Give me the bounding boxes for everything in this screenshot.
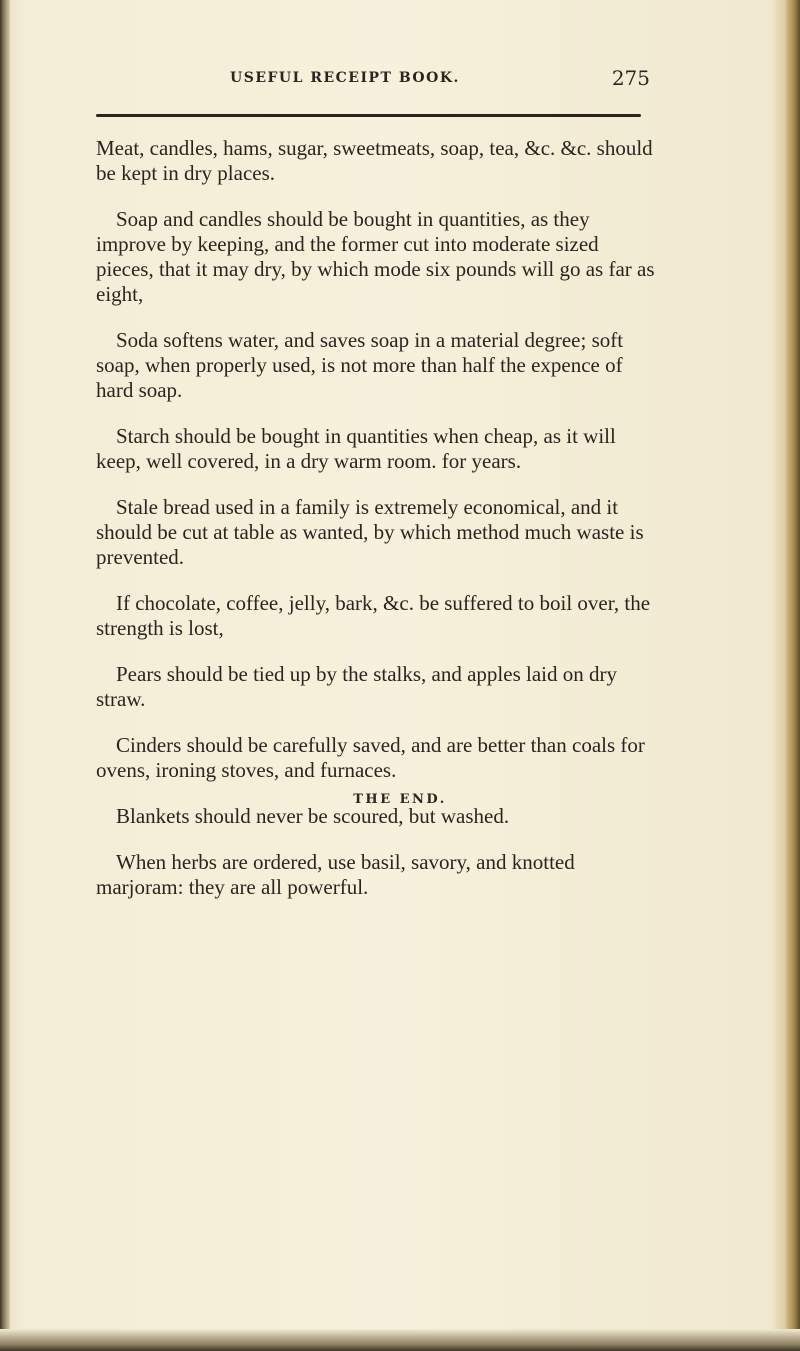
bottom-page-edge [0, 1329, 800, 1351]
running-head: USEFUL RECEIPT BOOK. [230, 70, 460, 86]
paragraph: Soda softens water, and saves soap in a material degree; soft soap, when properly used, is not more than half the expence of hard soap. [96, 328, 624, 402]
paragraph: Pears should be tied up by the stalks, and apples laid on dry straw. [96, 662, 617, 711]
paragraph: Starch should be bought in quantities when cheap, as it will keep, well covered, in a dry warm room. for years. [96, 424, 616, 473]
paragraph: When herbs are ordered, use basil, savory, and knotted marjoram: they are all powerful. [96, 850, 575, 899]
page-header [230, 66, 650, 96]
the-end: THE END. [353, 792, 447, 807]
paragraph: If chocolate, coffee, jelly, bark, &c. be suffered to boil over, the strength is lost, [96, 591, 651, 640]
paragraph: Meat, candles, hams, sugar, sweetmeats, soap, tea, &c. &c. should be kept in dry places. [96, 136, 653, 185]
paragraph: Blankets should never be scoured, but washed. [116, 804, 510, 828]
paragraph: Soap and candles should be bought in quantities, as they improve by keeping, and the former cut into moderate sized pieces, that it may dry, by which mode six pounds will go as far as eight, [96, 207, 655, 306]
page-number: 275 [611, 66, 650, 90]
paragraph: Cinders should be carefully saved, and are better than coals for ovens, ironing stoves, and furnaces. [96, 733, 645, 782]
header-rule [96, 114, 641, 117]
paragraph: Stale bread used in a family is extremely economical, and it should be cut at table as wanted, by which method much waste is prevented. [96, 495, 644, 569]
page-edge [786, 0, 800, 1351]
binding-gutter [0, 0, 10, 1351]
